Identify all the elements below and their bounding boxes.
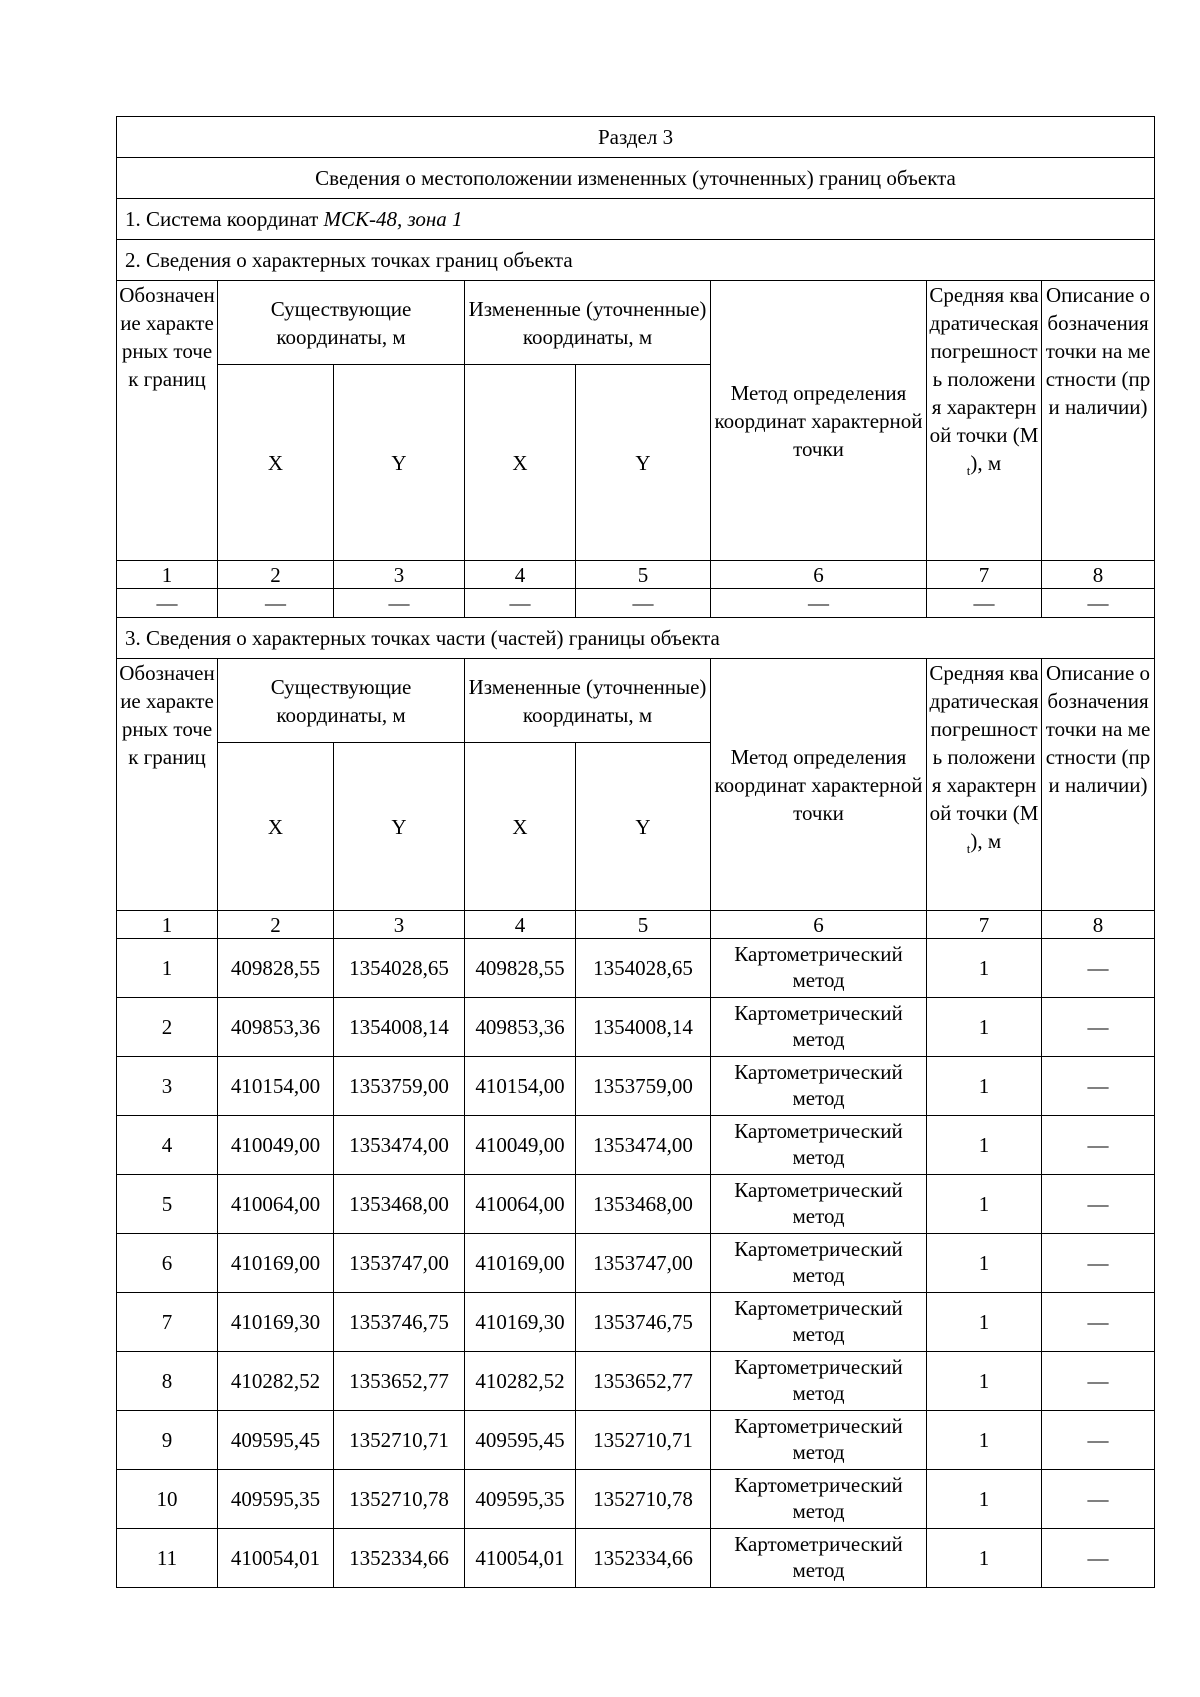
table-row (117, 1411, 1155, 1470)
col-number: 4 (465, 561, 576, 589)
header-mse-unit: ), м (970, 829, 1002, 853)
method-cell: Картометрический метод (711, 1175, 927, 1234)
document-page (116, 116, 1154, 1588)
method-cell: Картометрический метод (711, 1293, 927, 1352)
header-description: Описание обозначения точки на местности (при наличии) (1042, 281, 1155, 561)
table-row (117, 1529, 1155, 1588)
table-row (117, 1293, 1155, 1352)
col-number: 1 (117, 561, 218, 589)
existing-y-cell: 1353746,75 (334, 1293, 465, 1352)
coord-system-label: 1. Система координат (125, 207, 319, 231)
dash-cell: — (576, 589, 711, 618)
changed-x-cell: 410282,52 (465, 1352, 576, 1411)
data-rows (117, 939, 1155, 1588)
existing-y-cell: 1353474,00 (334, 1116, 465, 1175)
header-point-designation: Обозначение характерных точек границ (117, 281, 218, 561)
description-cell: — (1042, 1411, 1155, 1470)
changed-x-cell: 409595,35 (465, 1470, 576, 1529)
table-row (117, 1234, 1155, 1293)
changed-x-cell: 409828,55 (465, 939, 576, 998)
changed-x-cell: 410064,00 (465, 1175, 576, 1234)
changed-y-cell: 1353474,00 (576, 1116, 711, 1175)
col-number: 6 (711, 911, 927, 939)
col-number: 3 (334, 911, 465, 939)
header-description: Описание обозначения точки на местности (при наличии) (1042, 659, 1155, 911)
changed-y-cell: 1353747,00 (576, 1234, 711, 1293)
changed-x-cell: 410054,01 (465, 1529, 576, 1588)
col-number: 3 (334, 561, 465, 589)
mse-value-cell: 1 (927, 998, 1042, 1057)
header-mse-text: Средняя квадратическая погрешность положения характерной точки (M (929, 283, 1039, 447)
method-cell: Картометрический метод (711, 1116, 927, 1175)
existing-y-cell: 1352710,78 (334, 1470, 465, 1529)
col-number: 6 (711, 561, 927, 589)
coord-system-value: МСК-48, зона 1 (323, 207, 463, 231)
header-existing-x: X (218, 743, 334, 911)
changed-y-cell: 1353652,77 (576, 1352, 711, 1411)
col-number: 8 (1042, 561, 1155, 589)
existing-y-cell: 1353652,77 (334, 1352, 465, 1411)
changed-y-cell: 1352710,71 (576, 1411, 711, 1470)
existing-x-cell: 410064,00 (218, 1175, 334, 1234)
point-number-cell: 4 (117, 1116, 218, 1175)
changed-x-cell: 410154,00 (465, 1057, 576, 1116)
existing-y-cell: 1354008,14 (334, 998, 465, 1057)
description-cell: — (1042, 1529, 1155, 1588)
changed-y-cell: 1353468,00 (576, 1175, 711, 1234)
existing-x-cell: 410054,01 (218, 1529, 334, 1588)
point-number-cell: 5 (117, 1175, 218, 1234)
table-row (117, 1116, 1155, 1175)
header-existing-coords: Существующие координаты, м (218, 659, 465, 743)
changed-x-cell: 409853,36 (465, 998, 576, 1057)
col-number: 4 (465, 911, 576, 939)
header-existing-y: Y (334, 365, 465, 561)
mse-value-cell: 1 (927, 939, 1042, 998)
existing-y-cell: 1352334,66 (334, 1529, 465, 1588)
existing-y-cell: 1354028,65 (334, 939, 465, 998)
point-number-cell: 7 (117, 1293, 218, 1352)
changed-x-cell: 410049,00 (465, 1116, 576, 1175)
dash-cell: — (465, 589, 576, 618)
mse-value-cell: 1 (927, 1116, 1042, 1175)
table-row (117, 1352, 1155, 1411)
point-number-cell: 9 (117, 1411, 218, 1470)
method-cell: Картометрический метод (711, 1411, 927, 1470)
header-point-designation: Обозначение характерных точек границ (117, 659, 218, 911)
header-mse (927, 659, 1042, 911)
header-mse-sub: t (966, 841, 971, 857)
header-existing-coords: Существующие координаты, м (218, 281, 465, 365)
section-subtitle: Сведения о местоположении измененных (уточненных) границ объекта (117, 158, 1155, 199)
dash-cell: — (334, 589, 465, 618)
boundary-table (116, 116, 1155, 1588)
description-cell: — (1042, 1057, 1155, 1116)
header-existing-x: X (218, 365, 334, 561)
header-mse-unit: ), м (970, 451, 1002, 475)
existing-x-cell: 410049,00 (218, 1116, 334, 1175)
dash-cell: — (711, 589, 927, 618)
header-changed-y: Y (576, 365, 711, 561)
existing-x-cell: 410154,00 (218, 1057, 334, 1116)
mse-value-cell: 1 (927, 1411, 1042, 1470)
mse-value-cell: 1 (927, 1470, 1042, 1529)
point-number-cell: 3 (117, 1057, 218, 1116)
table-row (117, 1470, 1155, 1529)
point-number-cell: 1 (117, 939, 218, 998)
point-number-cell: 6 (117, 1234, 218, 1293)
col-number: 7 (927, 561, 1042, 589)
empty-row (117, 589, 1155, 618)
description-cell: — (1042, 1116, 1155, 1175)
dash-cell: — (927, 589, 1042, 618)
table-row (117, 939, 1155, 998)
table-row (117, 998, 1155, 1057)
header-method: Метод определения координат характерной точки (711, 281, 927, 561)
mse-value-cell: 1 (927, 1234, 1042, 1293)
block2-title: 2. Сведения о характерных точках границ объекта (117, 240, 1155, 281)
mse-value-cell: 1 (927, 1529, 1042, 1588)
changed-x-cell: 410169,00 (465, 1234, 576, 1293)
header-changed-x: X (465, 743, 576, 911)
table-row (117, 1175, 1155, 1234)
existing-y-cell: 1352710,71 (334, 1411, 465, 1470)
col-number: 2 (218, 911, 334, 939)
col-number: 8 (1042, 911, 1155, 939)
table-row (117, 1057, 1155, 1116)
point-number-cell: 11 (117, 1529, 218, 1588)
point-number-cell: 8 (117, 1352, 218, 1411)
col-number: 2 (218, 561, 334, 589)
existing-x-cell: 409595,35 (218, 1470, 334, 1529)
changed-y-cell: 1354008,14 (576, 998, 711, 1057)
header-mse-sub: t (966, 463, 971, 479)
description-cell: — (1042, 1293, 1155, 1352)
changed-x-cell: 410169,30 (465, 1293, 576, 1352)
mse-value-cell: 1 (927, 1293, 1042, 1352)
dash-cell: — (218, 589, 334, 618)
header-method: Метод определения координат характерной точки (711, 659, 927, 911)
dash-cell: — (117, 589, 218, 618)
col-number: 5 (576, 561, 711, 589)
existing-x-cell: 410169,00 (218, 1234, 334, 1293)
mse-value-cell: 1 (927, 1175, 1042, 1234)
method-cell: Картометрический метод (711, 1352, 927, 1411)
changed-x-cell: 409595,45 (465, 1411, 576, 1470)
header-changed-y: Y (576, 743, 711, 911)
column-numbers-row (117, 561, 1155, 589)
header-existing-y: Y (334, 743, 465, 911)
description-cell: — (1042, 1470, 1155, 1529)
header-mse (927, 281, 1042, 561)
method-cell: Картометрический метод (711, 1234, 927, 1293)
existing-y-cell: 1353468,00 (334, 1175, 465, 1234)
changed-y-cell: 1353759,00 (576, 1057, 711, 1116)
header-changed-x: X (465, 365, 576, 561)
method-cell: Картометрический метод (711, 998, 927, 1057)
block3-title: 3. Сведения о характерных точках части (частей) границы объекта (117, 618, 1155, 659)
existing-x-cell: 410169,30 (218, 1293, 334, 1352)
changed-y-cell: 1352334,66 (576, 1529, 711, 1588)
col-number: 1 (117, 911, 218, 939)
method-cell: Картометрический метод (711, 1470, 927, 1529)
changed-y-cell: 1353746,75 (576, 1293, 711, 1352)
description-cell: — (1042, 1234, 1155, 1293)
point-number-cell: 2 (117, 998, 218, 1057)
existing-x-cell: 410282,52 (218, 1352, 334, 1411)
existing-y-cell: 1353747,00 (334, 1234, 465, 1293)
method-cell: Картометрический метод (711, 939, 927, 998)
existing-x-cell: 409595,45 (218, 1411, 334, 1470)
mse-value-cell: 1 (927, 1352, 1042, 1411)
existing-x-cell: 409828,55 (218, 939, 334, 998)
coord-system (117, 199, 1155, 240)
header-mse-text: Средняя квадратическая погрешность положения характерной точки (M (929, 661, 1039, 825)
description-cell: — (1042, 939, 1155, 998)
changed-y-cell: 1354028,65 (576, 939, 711, 998)
description-cell: — (1042, 1175, 1155, 1234)
column-numbers-row (117, 911, 1155, 939)
section-title: Раздел 3 (117, 117, 1155, 158)
method-cell: Картометрический метод (711, 1529, 927, 1588)
col-number: 5 (576, 911, 711, 939)
description-cell: — (1042, 1352, 1155, 1411)
existing-x-cell: 409853,36 (218, 998, 334, 1057)
existing-y-cell: 1353759,00 (334, 1057, 465, 1116)
header-changed-coords: Измененные (уточненные) координаты, м (465, 659, 711, 743)
changed-y-cell: 1352710,78 (576, 1470, 711, 1529)
dash-cell: — (1042, 589, 1155, 618)
point-number-cell: 10 (117, 1470, 218, 1529)
header-changed-coords: Измененные (уточненные) координаты, м (465, 281, 711, 365)
mse-value-cell: 1 (927, 1057, 1042, 1116)
description-cell: — (1042, 998, 1155, 1057)
method-cell: Картометрический метод (711, 1057, 927, 1116)
col-number: 7 (927, 911, 1042, 939)
